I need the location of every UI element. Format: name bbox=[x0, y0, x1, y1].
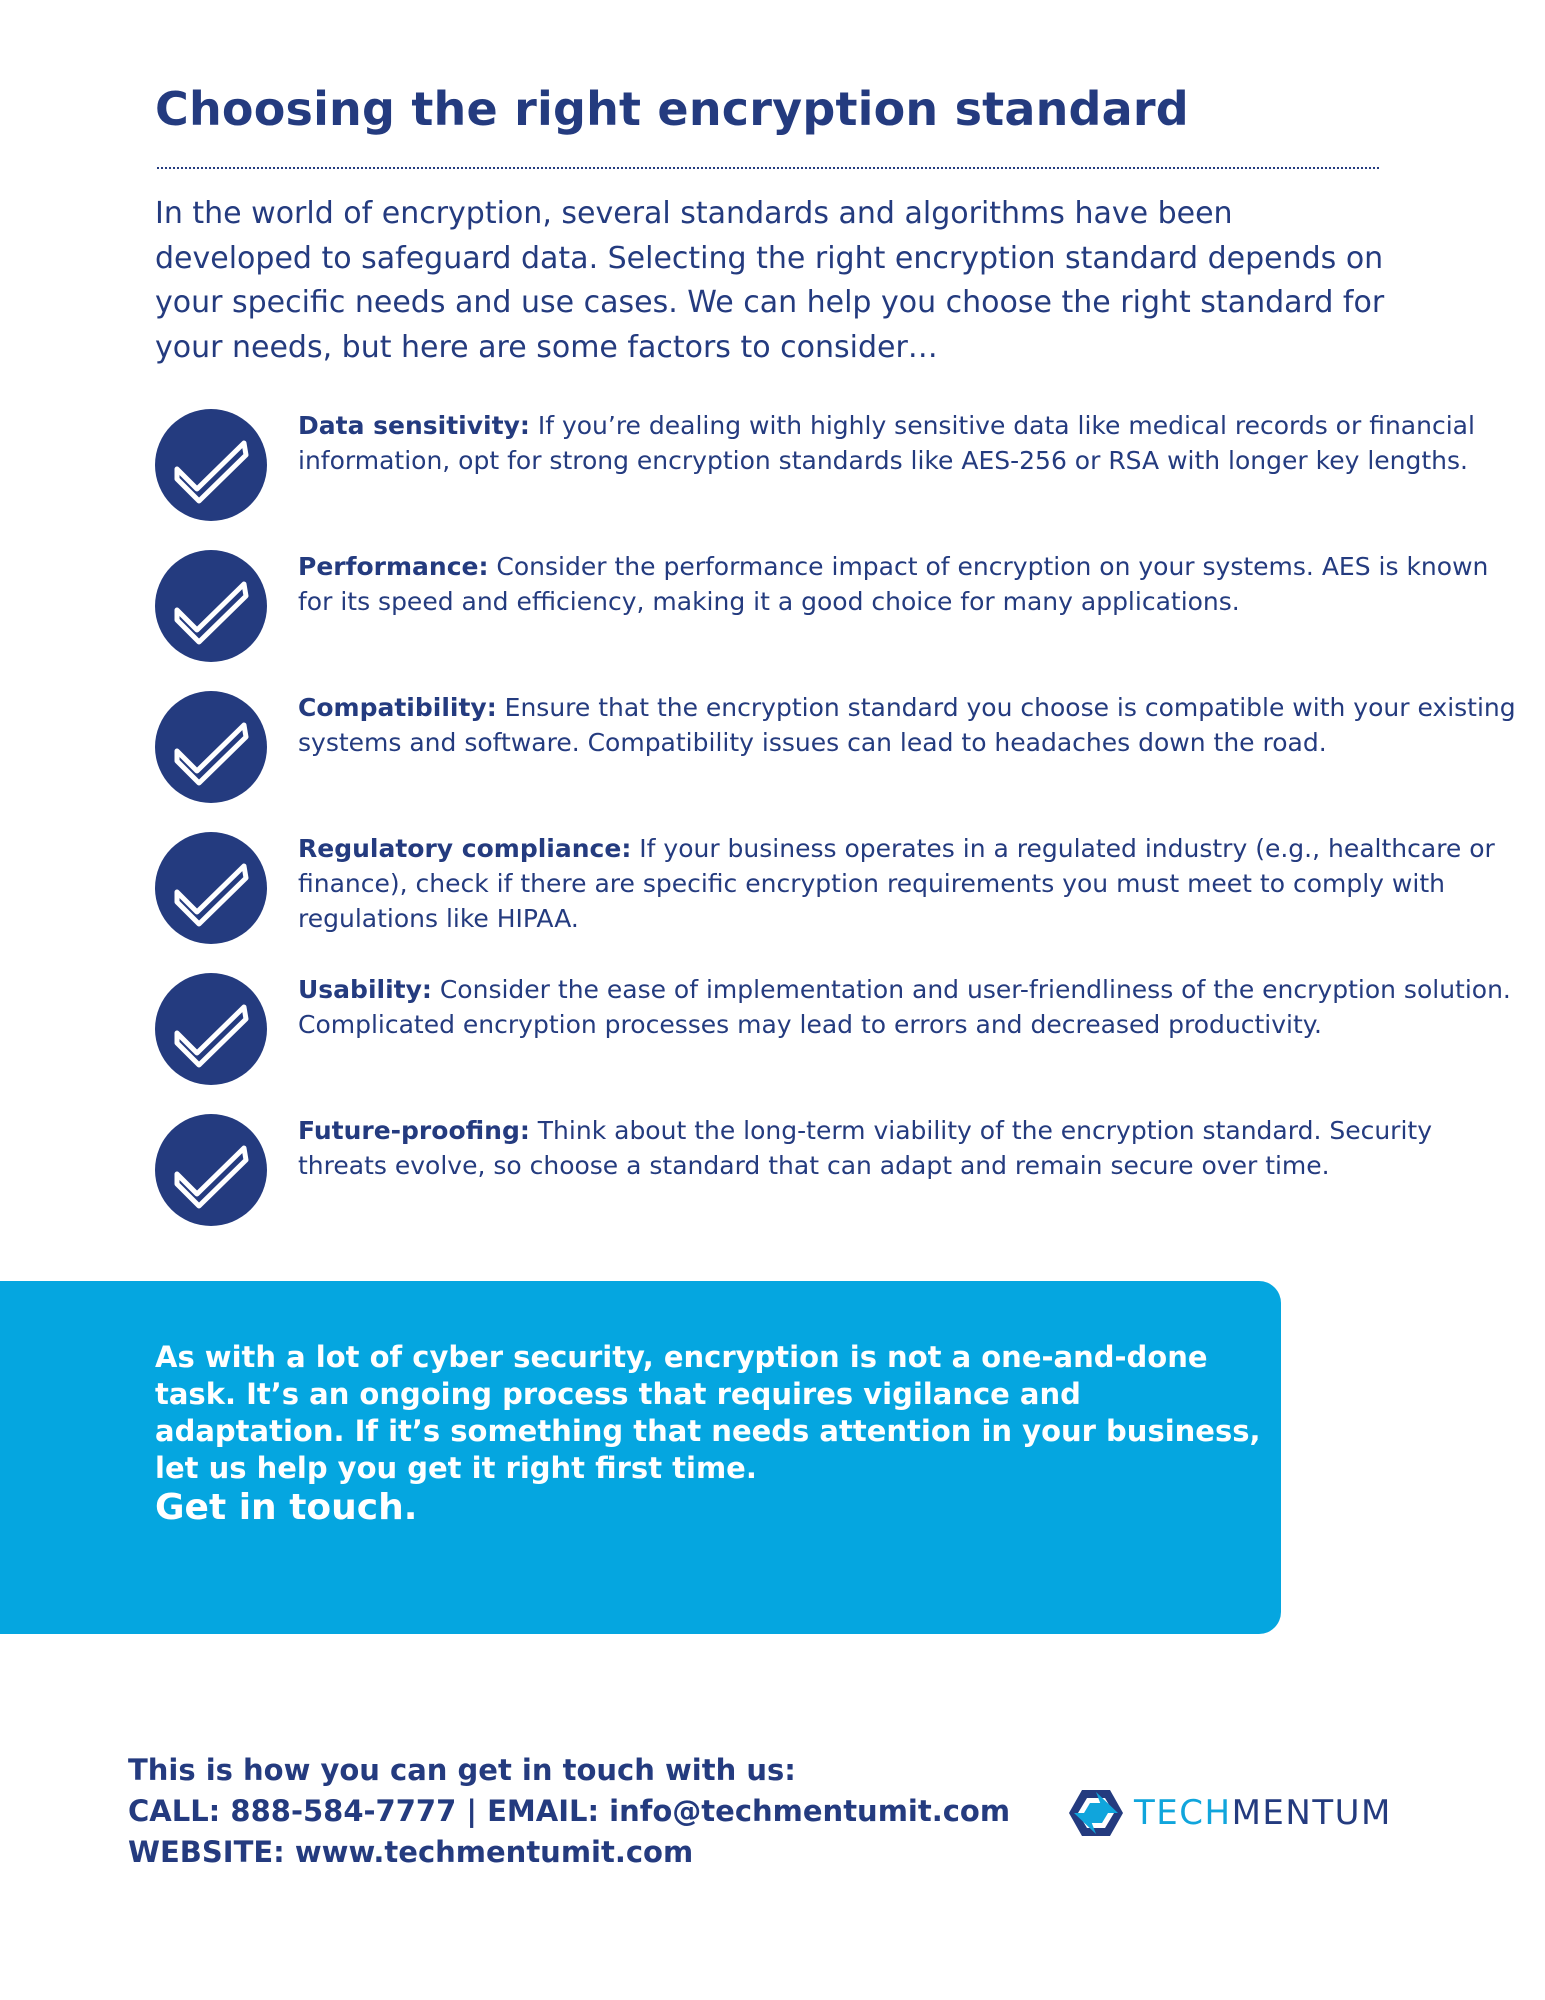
contact-heading: This is how you can get in touch with us: bbox=[128, 1753, 796, 1787]
website-link[interactable]: www.techmentumit.com bbox=[294, 1835, 694, 1869]
check-icon bbox=[155, 1114, 267, 1226]
factor-item bbox=[155, 690, 1516, 831]
factor-text bbox=[298, 972, 1523, 1042]
logo-word-mentum: MENTUM bbox=[1231, 1793, 1392, 1833]
website-label: WEBSITE: bbox=[128, 1835, 285, 1869]
intro-paragraph: In the world of encryption, several standards and algorithms have been developed to safeguard data. Selecting the right encryption standard depends on your specific needs and use cases. We can help you choose the right standard for your needs, but here are some factors to consider… bbox=[155, 196, 1385, 365]
logo-word-tech: TECH bbox=[1134, 1793, 1232, 1833]
factor-list bbox=[155, 408, 1516, 1254]
factor-description: Consider the performance impact of encryption on your systems. AES is known for its speed and efficiency, making it a good choice for many applications. bbox=[298, 552, 1489, 616]
factor-description: Ensure that the encryption standard you choose is compatible with your existing systems and software. Compatibility issues can lead to headaches down the road. bbox=[298, 693, 1516, 757]
factor-label: Usability: bbox=[298, 975, 432, 1004]
factor-item bbox=[155, 972, 1511, 1113]
factor-label: Compatibility: bbox=[298, 693, 497, 722]
call-label: CALL: bbox=[128, 1794, 221, 1828]
techmentum-logo-icon bbox=[1068, 1786, 1124, 1840]
check-icon bbox=[155, 832, 267, 944]
factor-item bbox=[155, 1113, 1432, 1254]
contact-website-line bbox=[128, 1832, 1010, 1873]
logo-wordmark bbox=[1134, 1793, 1392, 1833]
get-in-touch-link[interactable]: Get in touch. bbox=[155, 1487, 418, 1528]
contact-block bbox=[128, 1750, 1010, 1873]
factor-text bbox=[298, 408, 1523, 478]
factor-text bbox=[298, 831, 1523, 936]
check-icon bbox=[155, 691, 267, 803]
factor-text bbox=[298, 690, 1523, 760]
company-logo bbox=[1068, 1786, 1392, 1840]
contact-call-email-line bbox=[128, 1791, 1010, 1832]
cta-banner bbox=[0, 1281, 1281, 1634]
email-link[interactable]: info@techmentumit.com bbox=[609, 1794, 1011, 1828]
factor-description: Think about the long-term viability of the encryption standard. Security threats evolve, so choose a standard that can adapt and remain secure over time. bbox=[298, 1116, 1432, 1180]
dotted-divider bbox=[157, 167, 1379, 169]
check-icon bbox=[155, 409, 267, 521]
factor-label: Future-proofing: bbox=[298, 1116, 530, 1145]
check-icon bbox=[155, 973, 267, 1085]
factor-description: If you’re dealing with highly sensitive data like medical records or financial information, opt for strong encryption standards like AES-256 or RSA with longer key lengths. bbox=[298, 411, 1475, 475]
factor-label: Data sensitivity: bbox=[298, 411, 530, 440]
factor-text bbox=[298, 1113, 1523, 1183]
factor-item bbox=[155, 408, 1475, 549]
factor-description: If your business operates in a regulated industry (e.g., healthcare or finance), check if there are specific encryption requirements you must meet to comply with regulations like HIPAA. bbox=[298, 834, 1495, 933]
check-icon bbox=[155, 550, 267, 662]
phone-link[interactable]: 888-584-7777 bbox=[230, 1794, 457, 1828]
factor-text bbox=[298, 549, 1523, 619]
factor-label: Performance: bbox=[298, 552, 489, 581]
factor-label: Regulatory compliance: bbox=[298, 834, 632, 863]
factor-description: Consider the ease of implementation and user-friendliness of the encryption solution. Complicated encryption processes may lead to errors and decreased productivity. bbox=[298, 975, 1511, 1039]
page-title: Choosing the right encryption standard bbox=[155, 82, 1189, 136]
email-label: EMAIL: bbox=[487, 1794, 600, 1828]
factor-item bbox=[155, 831, 1495, 972]
separator: | bbox=[466, 1794, 477, 1828]
cta-text: As with a lot of cyber security, encryption is not a one-and-done task. It’s an ongoing process that requires vigilance and adaptation. If it’s something that needs attention in your business, let us help you get it right first time. bbox=[155, 1340, 1261, 1485]
factor-item bbox=[155, 549, 1489, 690]
